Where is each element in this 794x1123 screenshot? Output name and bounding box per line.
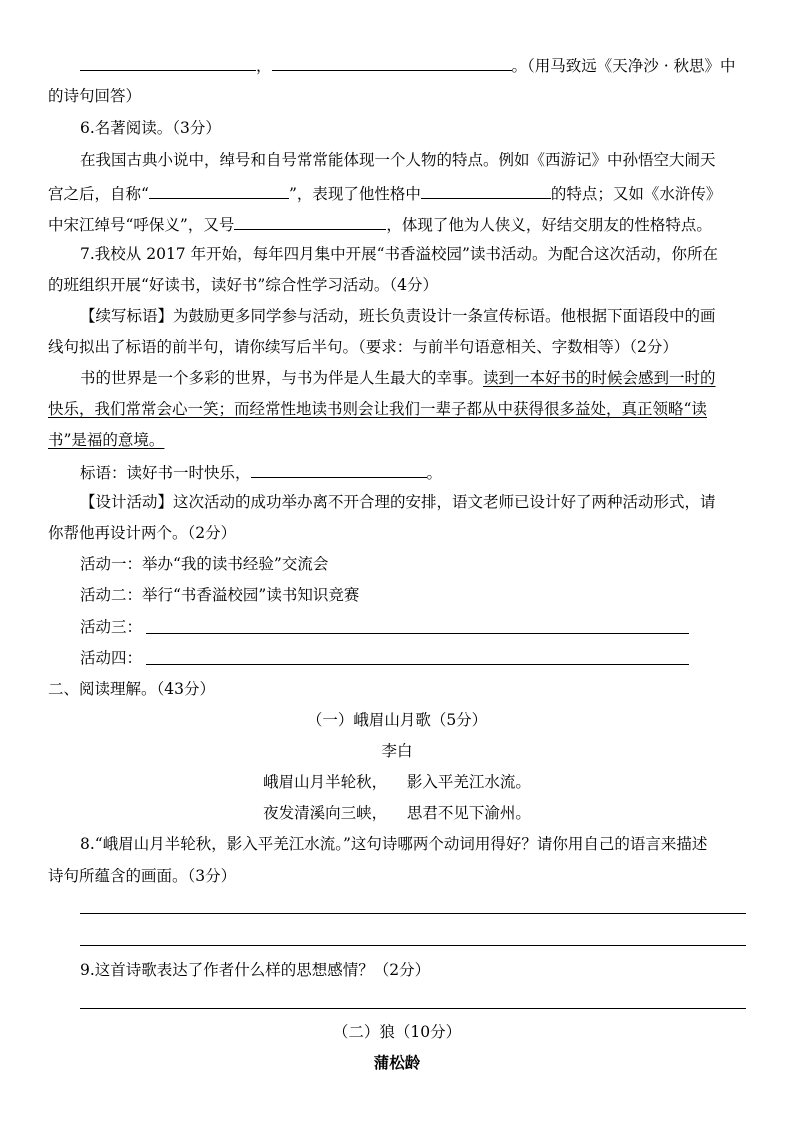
q6-blank-trait[interactable] (421, 182, 551, 199)
q7-passage-line-2: 快乐，我们常常会心一笑；而经常性地读书则会让我们一辈子都从中获得很多益处，真正领略“读 (48, 400, 707, 418)
q5-blank-1[interactable] (80, 54, 256, 71)
q7-activity-4-answer-line[interactable] (146, 664, 689, 665)
q6-text-line-1: 在我国古典小说中，绰号和自号常常能体现一个人物的特点。例如《西游记》中孙悟空大闹天 (80, 151, 716, 169)
q7-slogan-answer: 标语：读好书一时快乐， 。 (80, 461, 442, 483)
q7-activity-3-label: 活动三： (80, 618, 143, 636)
poem-author: 李白 (381, 742, 413, 760)
q6-title: 6.名著阅读。（3分） (80, 119, 221, 137)
q8-answer-line-1[interactable] (80, 913, 746, 914)
q5-answer-line: ， 。（用马致远《天净沙 · 秋思》中 (80, 54, 736, 76)
section-2-title: 二、阅读理解。（43分） (48, 680, 215, 698)
underlined-sentence: 读到一本好书的时候会感到一时的 (483, 369, 716, 387)
q6-text-line-3: 中宋江绰号“呼保义”，又号 ，体现了他为人侠义，好结交朋友的性格特点。 (48, 213, 712, 235)
q7-design-task-line-2: 你帮他再设计两个。（2分） (48, 524, 237, 542)
q6-blank-self-title[interactable] (149, 182, 289, 199)
q7-design-task-line-1: 【设计活动】这次活动的成功举办离不开合理的安排，语文老师已设计好了两种活动形式，请 (80, 493, 716, 511)
q6-text-line-2: 宫之后，自称“ ”，表现了他性格中 的特点；又如《水浒传》 (48, 182, 721, 204)
q7-activity-2: 活动二：举行“书香溢校园”读书知识竞赛 (80, 586, 360, 604)
poem-title: （一）峨眉山月歌（5分） (306, 711, 488, 729)
q7-activity-4-label: 活动四： (80, 649, 143, 667)
q5-instruction-cont: 的诗句回答） (48, 87, 142, 105)
q9-answer-line[interactable] (80, 1008, 746, 1009)
q7-passage-line-1: 书的世界是一个多彩的世界，与书为伴是人生最大的幸事。读到一本好书的时候会感到一时的 (80, 369, 716, 387)
q7-text-line-1: 7.我校从 2017 年开始，每年四月集中开展“书香溢校园”读书活动。为配合这次活动，你所在 (80, 245, 718, 263)
q5-blank-2[interactable] (272, 54, 512, 71)
q7-activity-1: 活动一：举办“我的读书经验”交流会 (80, 555, 329, 573)
q8-text-line-2: 诗句所蕴含的画面。（3分） (48, 867, 237, 885)
q7-slogan-blank[interactable] (251, 461, 427, 478)
q7-slogan-task-line-2: 线句拟出了标语的前半句，请你续写后半句。（要求：与前半句语意相关、字数相等）（2分） (48, 338, 678, 356)
q8-text-line-1: 8.“峨眉山月半轮秋，影入平羌江水流。”这句诗哪两个动词用得好？请你用自己的语言来描述 (80, 835, 708, 853)
q7-slogan-task-line-1: 【续写标语】为鼓励更多同学参与活动，班长负责设计一条宣传标语。他根据下面语段中的画 (80, 307, 716, 325)
q5-instruction: 。（用马致远《天净沙 · 秋思》中 (511, 57, 736, 75)
q8-answer-line-2[interactable] (80, 945, 746, 946)
q9-text: 9.这首诗歌表达了作者什么样的思想感情？（2分） (80, 961, 431, 979)
q7-activity-3-answer-line[interactable] (146, 633, 689, 634)
q7-passage-line-3: 书”是福的意境。 (48, 431, 165, 449)
q7-text-line-2: 的班组织开展“好读书，读好书”综合性学习活动。（4分） (48, 276, 438, 294)
poem-line-2: 夜发清溪向三峡， 思君不见下渝州。 (263, 804, 531, 822)
wolf-author: 蒲松龄 (373, 1053, 421, 1072)
wolf-title: （二）狼（10分） (332, 1023, 462, 1041)
q6-blank-nickname[interactable] (234, 213, 386, 230)
poem-line-1: 峨眉山月半轮秋， 影入平羌江水流。 (263, 773, 531, 791)
